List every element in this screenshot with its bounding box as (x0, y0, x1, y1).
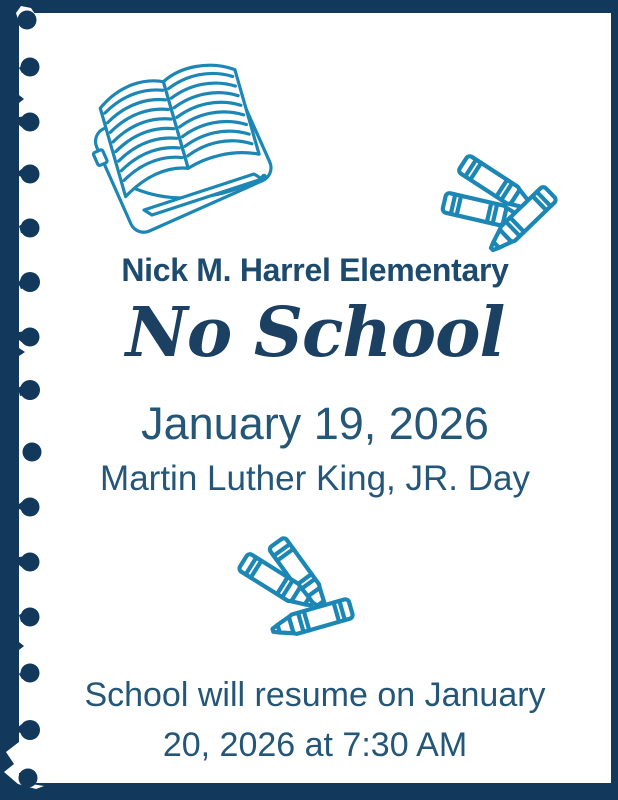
school-name: Nick M. Harrel Elementary (121, 252, 509, 288)
notebook-and-pen-illustration (78, 46, 293, 241)
holiday-name: Martin Luther King, JR. Day (100, 459, 530, 498)
resume-notice-line1: School will resume on January (84, 676, 546, 714)
resume-notice (19, 670, 611, 770)
event-date: January 19, 2026 (141, 398, 489, 449)
no-school-headline: No School (125, 293, 505, 373)
crayons-illustration (228, 522, 438, 662)
resume-notice-line2: 20, 2026 at 7:30 AM (162, 726, 468, 764)
